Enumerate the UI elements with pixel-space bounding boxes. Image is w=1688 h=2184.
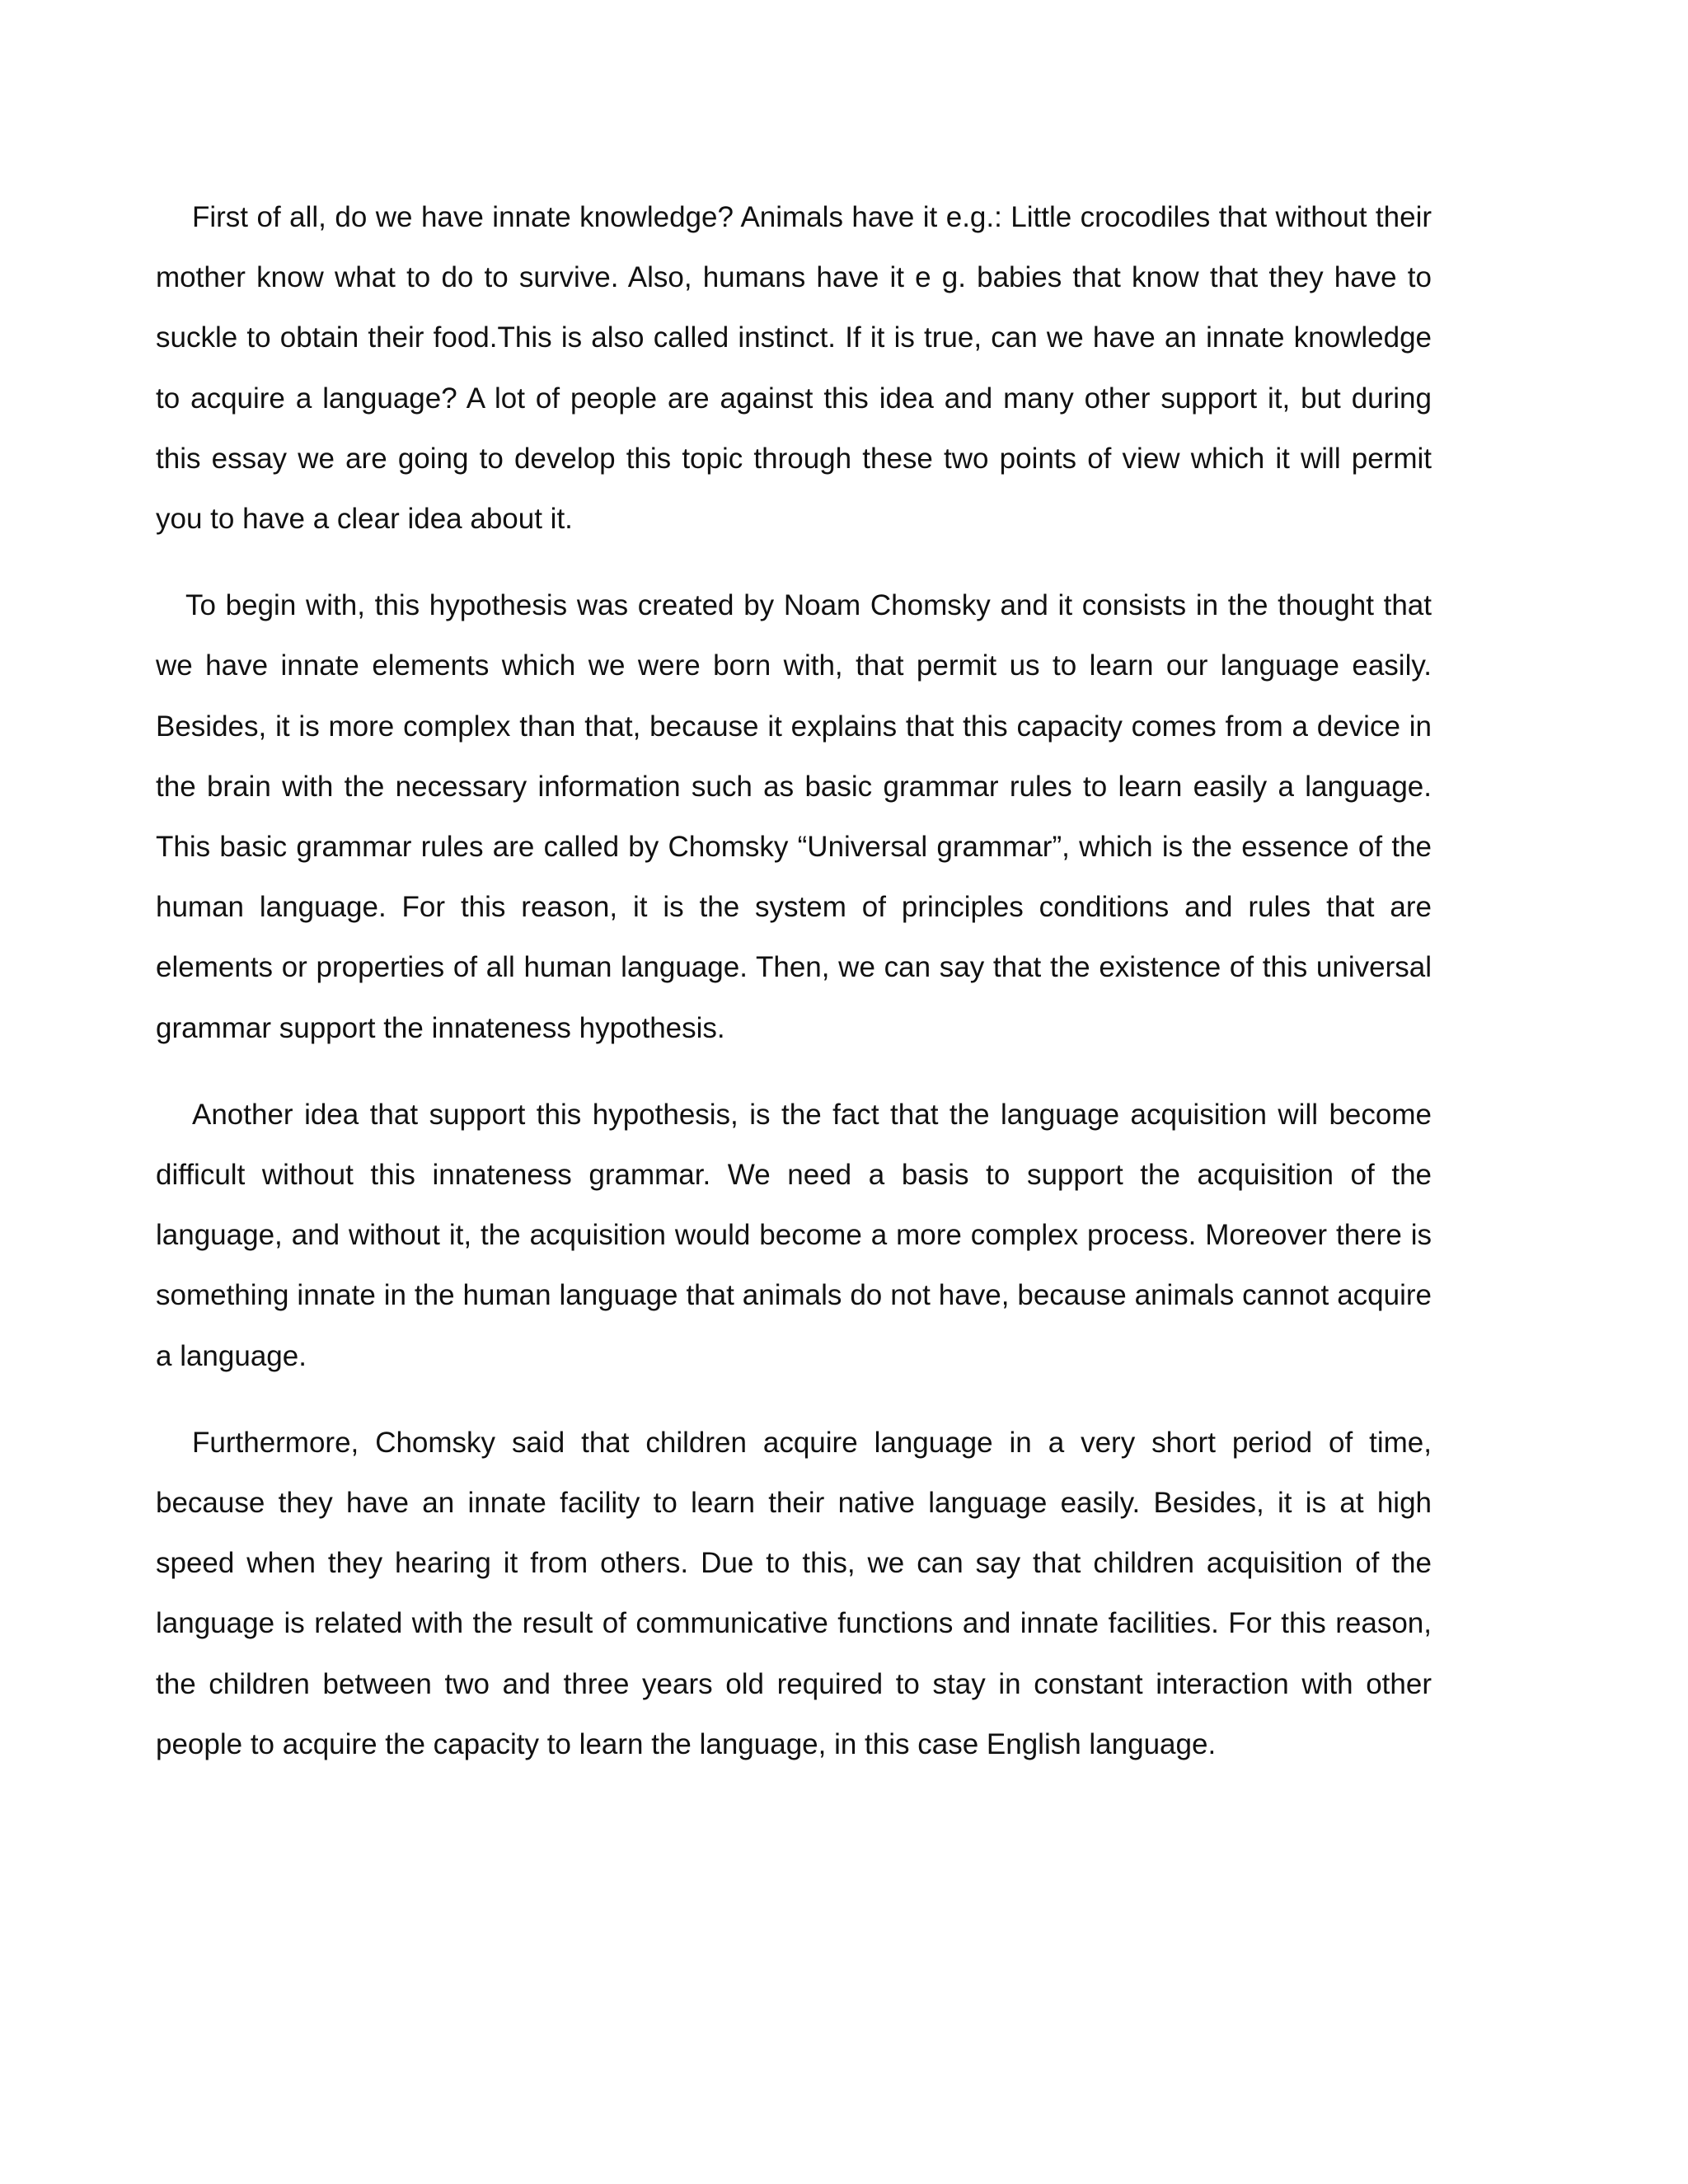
paragraph-chomsky-hypothesis: To begin with, this hypothesis was created by Noam Chomsky and it consists in the thought that we have innate elements which we were born with, that permit us to learn our language easily. Besides, it is more complex than that, because it explains that this capacity comes from a device in the brain with the necessary information such as basic grammar rules to learn easily a language. This basic grammar rules are called by Chomsky “Universal grammar”, which is the essence of the human language. For this reason, it is the system of principles conditions and rules that are elements or properties of all human language. Then, we can say that the existence of this universal grammar support the innateness hypothesis. (156, 589, 1432, 1044)
essay-body (156, 187, 1432, 1801)
paragraph-children-acquisition: Furthermore, Chomsky said that children acquire language in a very short period of time, because they have an innate facility to learn their native language easily. Besides, it is at high speed when they hearing it from others. Due to this, we can say that children acquisition of the language is related with the result of communicative functions and innate facilities. For this reason, the children between two and three years old required to stay in constant interaction with other people to acquire the capacity to learn the language, in this case English language. (156, 1426, 1432, 1760)
paragraph-innateness-grammar: Another idea that support this hypothesis, is the fact that the language acquisition will become difficult without this innateness grammar. We need a basis to support the acquisition of the language, and without it, the acquisition would become a more complex process. Moreover there is something innate in the human language that animals do not have, because animals cannot acquire a language. (156, 1098, 1432, 1372)
paragraph-intro: First of all, do we have innate knowledge? Animals have it e.g.: Little crocodiles that without their mother know what to do to survive. Also, humans have it e g. babies that know that they have to suckle to obtain their food.This is also called instinct. If it is true, can we have an innate knowledge to acquire a language? A lot of people are against this idea and many other support it, but during this essay we are going to develop this topic through these two points of view which it will permit you to have a clear idea about it. (156, 201, 1432, 536)
